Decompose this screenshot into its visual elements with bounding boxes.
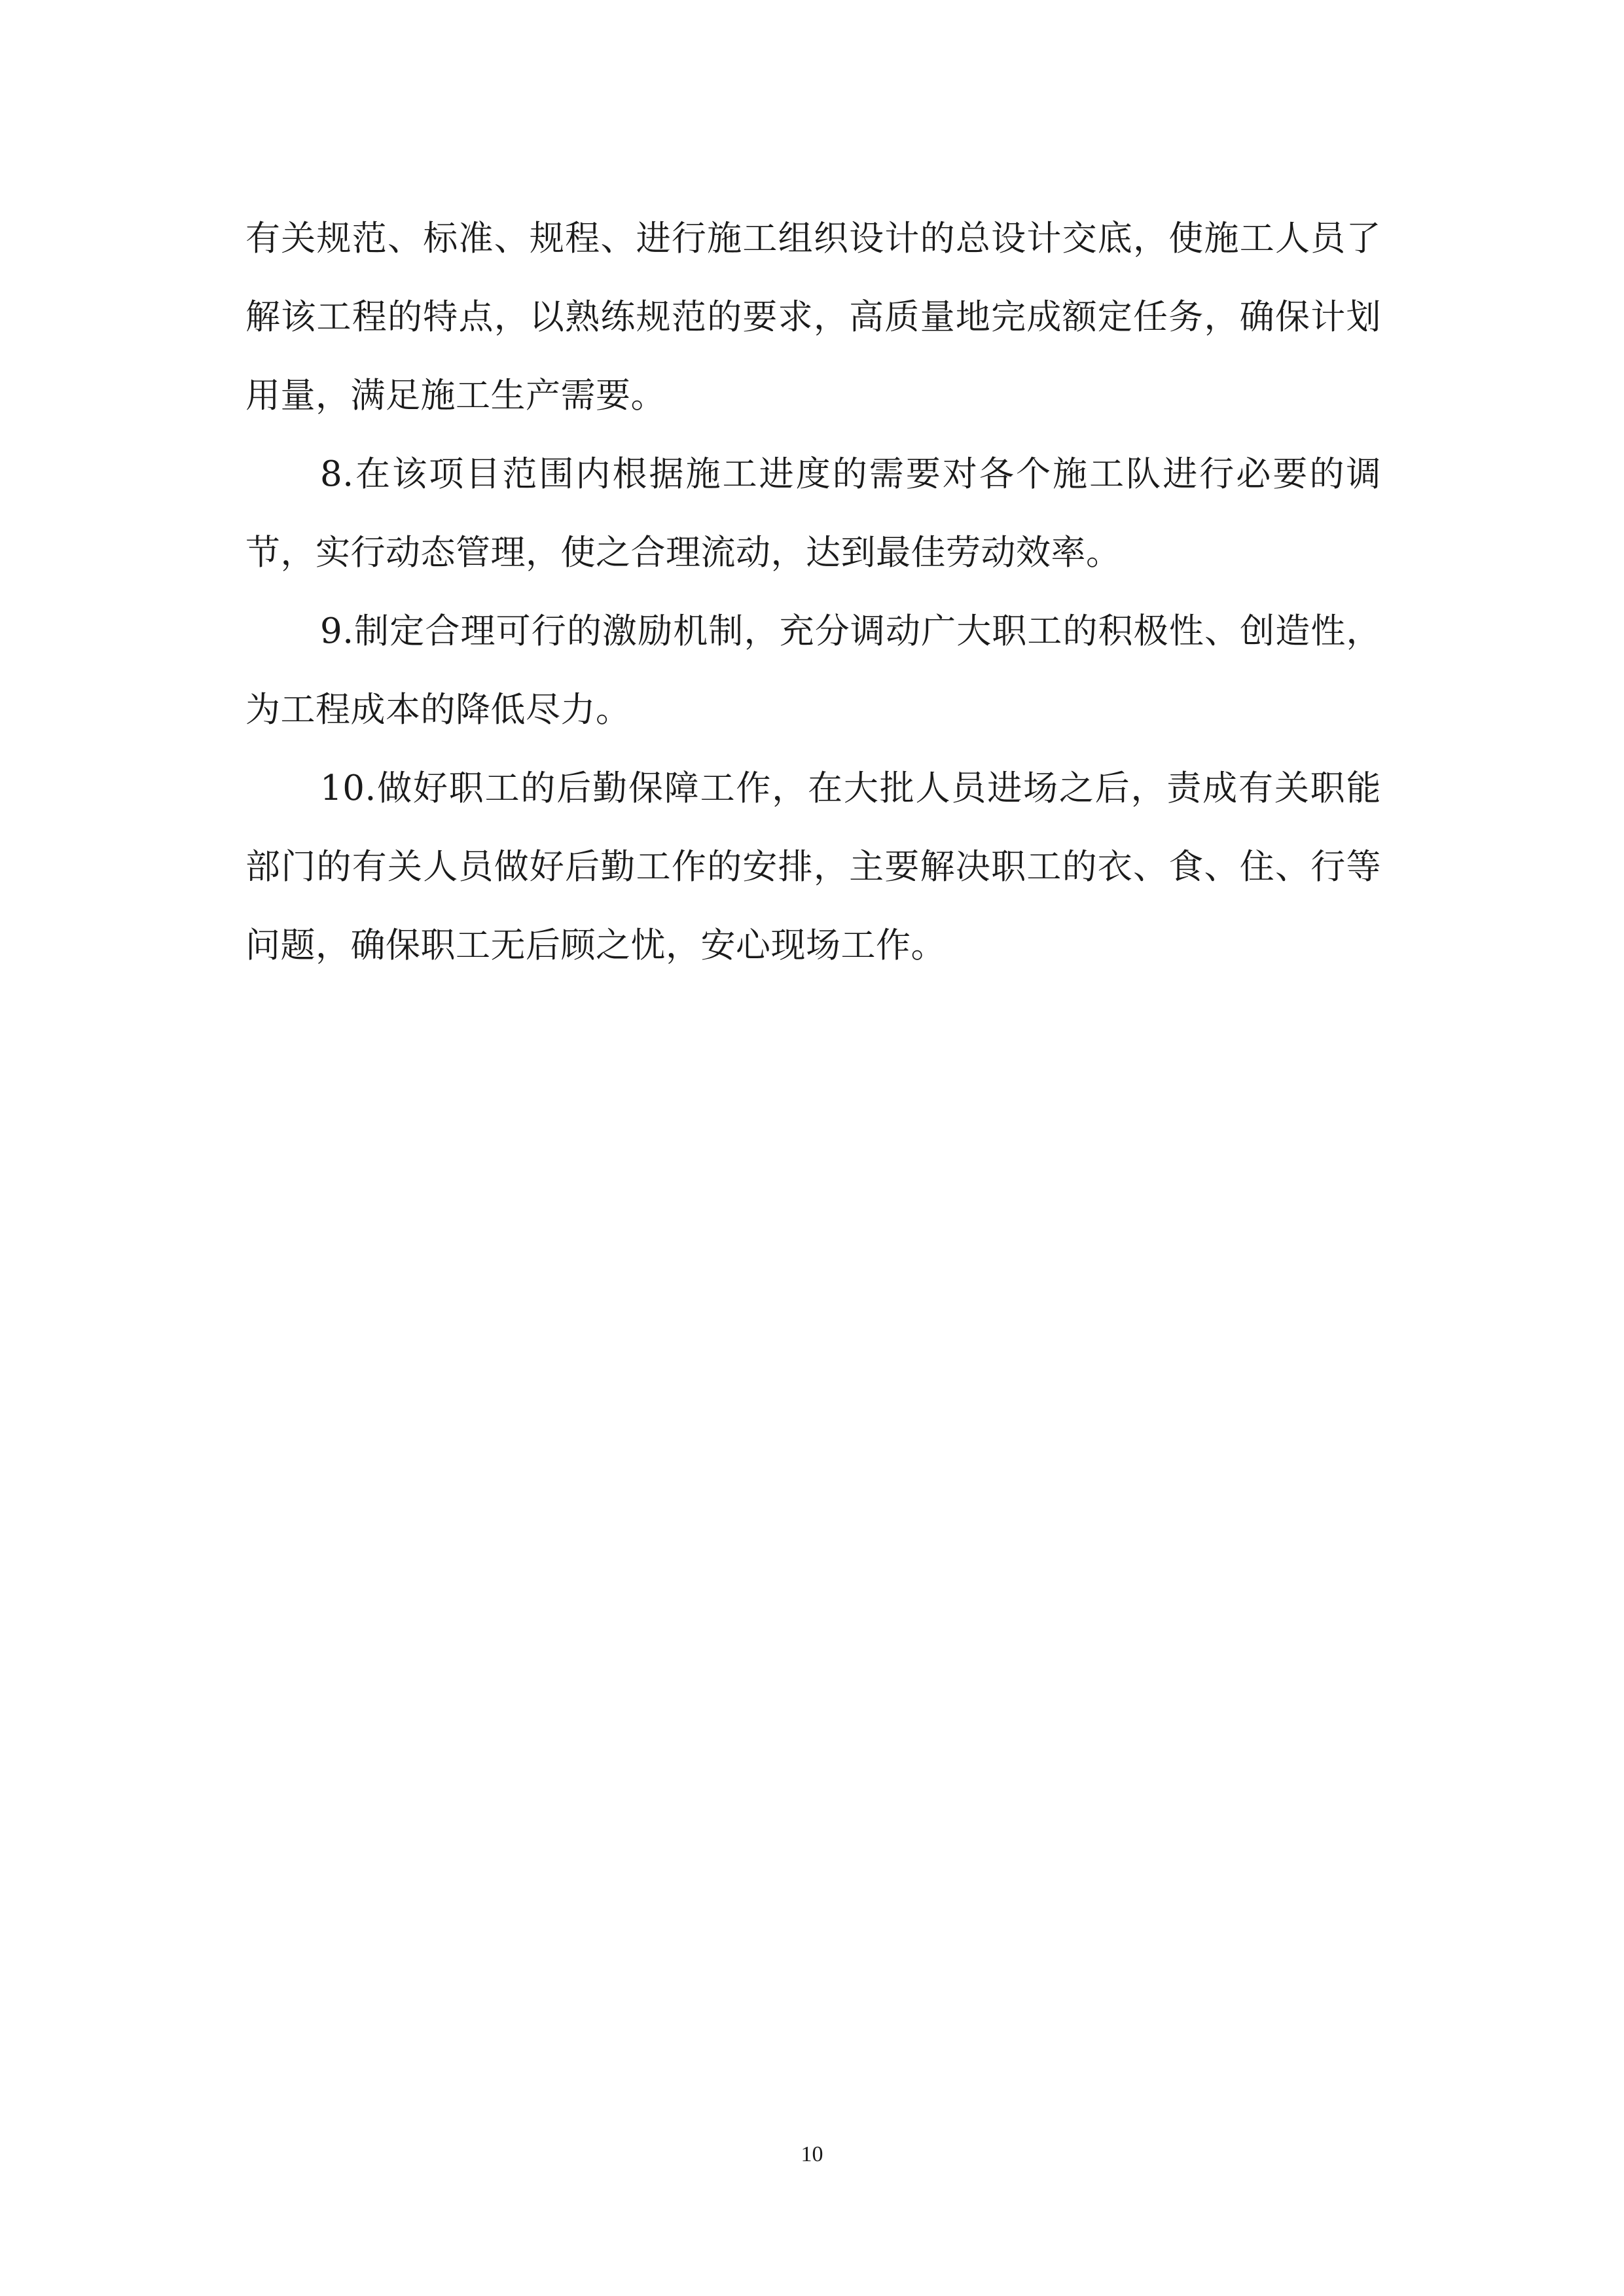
body-text — [245, 200, 1381, 985]
paragraph-continued: 有关规范、标准、规程、进行施工组织设计的总设计交底，使施工人员了解该工程的特点，以熟练规范的要求，高质量地完成额定任务，确保计划用量，满足施工生产需要。 — [245, 219, 1381, 416]
paragraph-item-10: 10.做好职工的后勤保障工作，在大批人员进场之后，责成有关职能部门的有关人员做好后勤工作的安排，主要解决职工的衣、食、住、行等问题，确保职工无后顾之忧，安心现场工作。 — [245, 768, 1381, 965]
page-number: 10 — [801, 2142, 823, 2166]
paragraph-item-8: 8.在该项目范围内根据施工进度的需要对各个施工队进行必要的调节，实行动态管理，使之合理流动，达到最佳劳动效率。 — [245, 454, 1381, 573]
paragraph-item-9: 9.制定合理可行的激励机制，充分调动广大职工的积极性、创造性，为工程成本的降低尽力。 — [245, 611, 1381, 730]
